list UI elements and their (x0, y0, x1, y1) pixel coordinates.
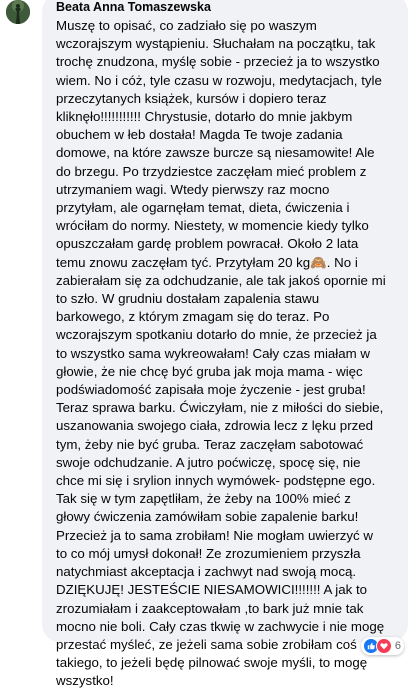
reaction-count: 6 (394, 640, 401, 652)
avatar[interactable] (6, 0, 30, 24)
comment-text: Muszę to opisać, co zadziało się po waszym wczorajszym wystąpieniu. Słuchałam na początku, tak trochę znudzona, myślę sobie - przecież ja to wszystko wiem. No i cóż, tyle czasu w rozwoju, medytacjach, tyle przeczytanych książek, kursów i dopiero teraz kliknęło!!!!!!!!!!! Chrystusie, dotarło do mnie jakbym obuchem w łeb dostała! Magda Te twoje zadania domowe, na które zawsze burcze są niesamowite! Ale do brzegu. Po trzydziestce zaczęłam mieć problem z utrzymaniem wagi. Wtedy pierwszy raz mocno przytyłam, ale ogarnęłam temat, dieta, ćwiczenia i wróciłam do normy. Niestety, w momencie kiedy tylko opuszczałam gardę problem powracał. Około 2 lata temu znowu zaczęłam tyć. Przytyłam 20 kg🙈. No i zabierałam się za odchudzanie, ale tak jakoś opornie mi to szło. W grudniu dostałam zapalenia stawu barkowego, z którym zmagam się do teraz. Po wczorajszym spotkaniu dotarło do mnie, że przecież ja to wszystko sama wykreowałam! Cały czas miałam w głowie, że nie chcę być gruba jak moja mama - więc podświadomość zapisała moje życzenie - jest gruba! Teraz sprawa barku. Ćwiczyłam, nie z miłości do siebie, uszanowania swojego ciała, zdrowia lecz z lęku przed tym, żeby nie być gruba. Teraz zaczęłam sabotować swoje odchudzanie. A jutro poćwiczę, spocę się, nie chce mi się i srylion innych wymówek- podstępne ego. Tak się w tym zapętliłam, że żeby na 100% mieć z głowy ćwiczenia zamówiłam sobie zapalenie barku! Przecież ja to sama zrobiłam! Nie mogłam uwierzyć w to co mój umysł dokonał! Ze zrozumieniem przyszła natychmiast akceptacja i zachwyt nad swoją mocą. DZIĘKUJĘ! JESTEŚCIE NIESAMOWICI!!!!!!! A jak to zrozumiałam i zaakceptowałam ,to bark już mnie tak mocno nie boli. Cały czas tkwię w zachwycie i nie mogę przestać myśleć, ze jeżeli sama sobie zrobiłam coś takiego, to jeżeli będę pilnować swoje myśli, to mogę wszystko! (56, 18, 386, 689)
avatar-image (6, 0, 30, 24)
comment-author[interactable]: Beata Anna Tomaszewska (56, 0, 211, 14)
love-icon (376, 638, 392, 654)
reaction-summary[interactable] (361, 637, 404, 655)
